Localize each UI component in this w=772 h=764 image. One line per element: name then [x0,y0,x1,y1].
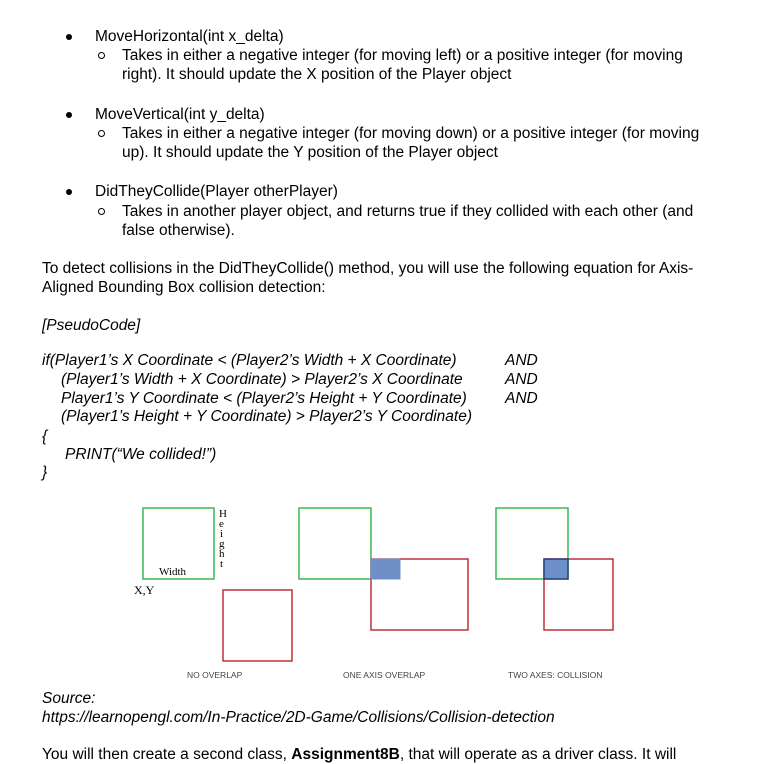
sub-bullet-text: false otherwise). [122,222,235,239]
sub-bullet-text: Takes in either a negative integer (for moving left) or a positive integer (for moving [122,47,683,64]
final-text-prefix: You will then create a second class, [42,746,292,763]
width-label: Width [159,566,187,578]
caption-no-overlap: NO OVERLAP [187,670,243,680]
player2-box [223,590,292,661]
collision-diagram [0,495,772,695]
code-line: (Player1’s Height + Y Coordinate) > Player2’s Y Coordinate) [61,408,472,425]
height-letter: H [219,508,227,520]
code-close-brace: } [42,464,48,481]
code-and: AND [505,390,538,407]
code-line: if(Player1’s X Coordinate < (Player2’s Width + X Coordinate) [42,352,457,369]
caption-one-axis-overlap: ONE AXIS OVERLAP [343,670,426,680]
sub-bullet-text: up). It should update the Y position of the Player object [122,144,498,161]
height-letter: h [219,548,225,560]
final-text-suffix: , that will operate as a driver class. It will [399,746,677,763]
code-and: AND [505,352,538,369]
intro-paragraph-line: To detect collisions in the DidTheyCollide() method, you will use the following equation for Axis- [42,260,694,277]
code-and: AND [505,371,538,388]
height-letter: g [219,538,225,550]
caption-two-axes-collision: TWO AXES: COLLISION [508,670,603,680]
sub-bullet-circle [98,52,105,59]
height-letter: e [219,518,224,530]
intro-paragraph-line: Aligned Bounding Box collision detection: [42,279,326,296]
source-label: Source: [42,690,96,707]
sub-bullet-text: Takes in either a negative integer (for moving down) or a positive integer (for moving [122,125,700,142]
code-open-brace: { [42,428,48,445]
code-print-line: PRINT(“We collided!”) [65,446,217,463]
overlap-region [371,559,400,579]
player1-box [299,508,371,579]
sub-bullet-text: right). It should update the X position of the Player object [122,66,512,83]
sub-bullet-circle [98,208,105,215]
code-line: Player1’s Y Coordinate < (Player2’s Height + Y Coordinate) [61,390,467,407]
bullet-dot [66,189,72,195]
pseudocode-label: [PseudoCode] [42,317,141,334]
class-name-assignment8b: Assignment8B [291,746,400,763]
height-letter: i [220,528,224,540]
bullet-title-move-horizontal: MoveHorizontal(int x_delta) [95,28,284,45]
bullet-title-move-vertical: MoveVertical(int y_delta) [95,106,265,123]
xy-label: X,Y [134,583,155,597]
code-line: (Player1’s Width + X Coordinate) > Player2’s X Coordinate [61,371,463,388]
sub-bullet-text: Takes in another player object, and returns true if they collided with each other (and [122,203,694,220]
source-url: https://learnopengl.com/In-Practice/2D-Game/Collisions/Collision-detection [42,709,555,726]
final-paragraph [42,745,676,764]
collision-overlap-region [544,559,568,579]
bullet-dot [66,112,72,118]
height-letter: t [220,558,224,570]
bullet-title-did-they-collide: DidTheyCollide(Player otherPlayer) [95,183,338,200]
bullet-dot [66,34,72,40]
sub-bullet-circle [98,130,105,137]
